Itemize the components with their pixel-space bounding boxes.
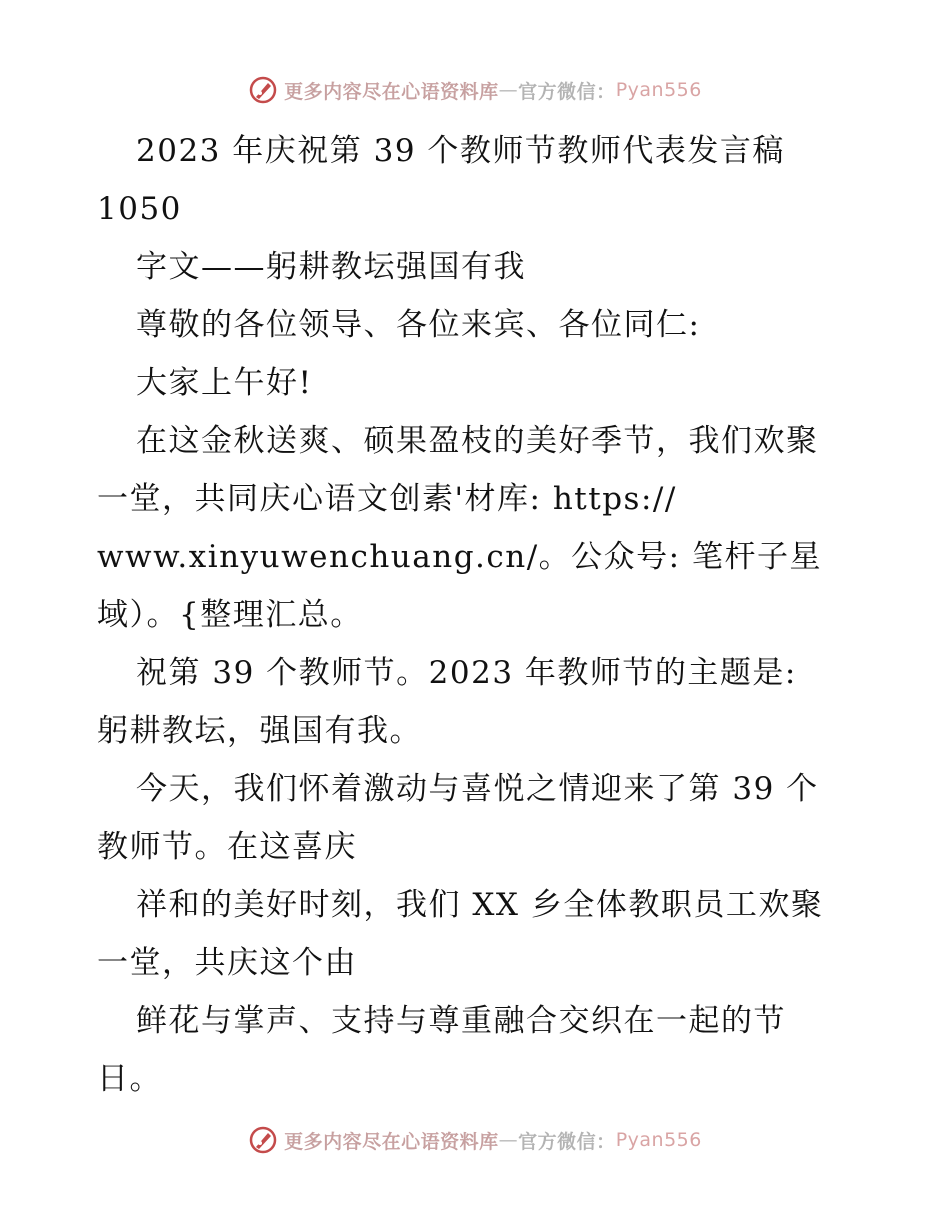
document-body (97, 122, 877, 1108)
header-watermark (0, 70, 950, 110)
watermark-separator: — (498, 1129, 519, 1151)
watermark-account: Pyan556 (615, 79, 702, 101)
document-line: 2023 年庆祝第 39 个教师节教师代表发言稿 (136, 133, 785, 169)
footer-watermark (0, 1120, 950, 1160)
document-line: 字文——躬耕教坛强国有我 (136, 249, 526, 285)
watermark-account: Pyan556 (615, 1129, 702, 1151)
watermark-separator: — (498, 79, 519, 101)
watermark-brand: 更多内容尽在心语资料库 (284, 1130, 499, 1153)
document-line: 祥和的美好时刻，我们 XX 乡全体教职员工欢聚 (136, 887, 824, 923)
quill-pen-logo-icon (248, 1125, 278, 1155)
watermark-official-label: 官方微信： (518, 1130, 616, 1153)
watermark-brand: 更多内容尽在心语资料库 (284, 80, 499, 103)
document-line: 教师节。在这喜庆 (97, 829, 357, 865)
watermark-official-label: 官方微信： (518, 80, 616, 103)
document-line: 今天，我们怀着激动与喜悦之情迎来了第 39 个 (136, 771, 819, 807)
document-line: 一堂，共庆这个由 (97, 945, 357, 981)
document-line: www.xinyuwenchuang.cn/。公众号: 笔杆子星 (97, 539, 822, 575)
document-line: 尊敬的各位领导、各位来宾、各位同仁: (136, 307, 701, 343)
quill-pen-logo-icon (248, 75, 278, 105)
document-line: 1050 (97, 191, 182, 227)
document-line: 域）。{整理汇总。 (97, 597, 363, 633)
document-line: 大家上午好! (136, 365, 313, 401)
document-line: 在这金秋送爽、硕果盈枝的美好季节，我们欢聚 (136, 423, 819, 459)
document-line: 躬耕教坛，强国有我。 (97, 713, 422, 749)
document-line: 一堂，共同庆心语文创素'材库: https:// (97, 481, 677, 517)
document-line: 日。 (97, 1061, 162, 1097)
document-line: 鲜花与掌声、支持与尊重融合交织在一起的节 (136, 1003, 786, 1039)
document-line: 祝第 39 个教师节。2023 年教师节的主题是: (136, 655, 797, 691)
